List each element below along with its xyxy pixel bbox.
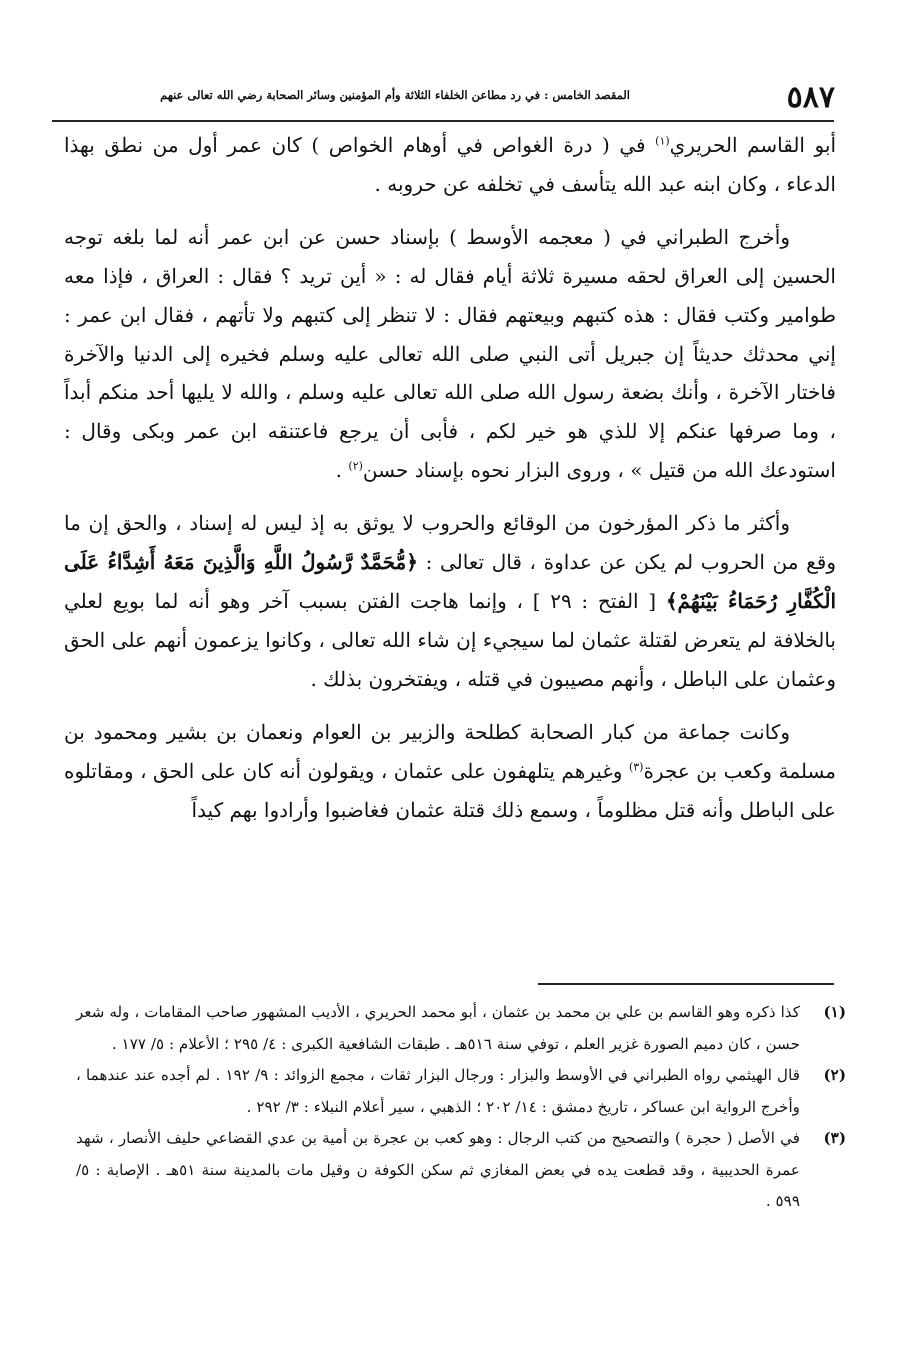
p2-text-a: وأخرج الطبراني في ( معجمه الأوسط ) بإسناد حسن عن ابن عمر أنه لما بلغه توجه الحسين إلى العراق لحقه مسيرة ثلاثة أيام فقال له : « أين تريد ؟ فقال : العراق ، فإذا معه طوامير وكتب فقال : هذه كتبهم وبيعتهم فقال : لا تنظر إلى كتبهم ولا تأتهم ، فقال ابن عمر : إني محدثك حديثاً إن جبريل أتى النبي صلى الله تعالى عليه وسلم فخيره إلى الدنيا والآخرة فاختار الآخرة ، وأنك بضعة رسول الله صلى الله تعالى عليه وسلم ، والله لا يليها أحد منكم أبداً ، وما صرفها عنكم إلا للذي هو خير لكم ، فأبى أن يرجع فاعتنقه ابن عمر وبكى وقال : استودعك الله من قتيل » ، وروى البزار نحوه بإسناد حسن xyxy=(64,224,836,483)
page-number: ٥٨٧ xyxy=(786,80,835,115)
paragraph-2 xyxy=(64,218,836,490)
footnote-1 xyxy=(76,997,846,1060)
p1-text-a: أبو القاسم الحريري xyxy=(669,133,837,157)
footnote-number: (٢) xyxy=(823,1066,846,1084)
footnote-rule xyxy=(538,983,834,985)
footnote-ref-3: (٣) xyxy=(628,759,644,773)
paragraph-1 xyxy=(64,126,836,204)
running-title: المقصد الخامس : في رد مطاعن الخلفاء الثلاثة وأم المؤمنين وسائر الصحابة رضي الله تعالى عنهم xyxy=(160,88,630,102)
quran-verse: مُّحَمَّدٌ رَّسُولُ اللَّهِ وَالَّذِينَ مَعَهُ أَشِدَّاءُ عَلَى الْكُفَّارِ رُحَمَاءُ بَيْنَهُمْ xyxy=(64,550,836,613)
main-text xyxy=(64,126,836,843)
p4-text-a: وكانت جماعة من كبار الصحابة كطلحة والزبير بن العوام ونعمان بن بشير ومحمود بن مسلمة وكعب بن عجرة xyxy=(64,719,836,783)
footnote-text: قال الهيثمي رواه الطبراني في الأوسط والبزار : ورجال البزار ثقات ، مجمع الزوائد : ٩/ ١٩٢ . لم أجده عند عندهما ، وأخرج الرواية ابن عساكر ، تاريخ دمشق : ١٤/ ٢٠٢ ؛ الذهبي ، سير أعلام النبلاء : ٣/ ٢٩٢ . xyxy=(76,1066,800,1116)
paragraph-3 xyxy=(64,504,836,699)
header-rule xyxy=(52,120,834,122)
footnote-ref-2: (٢) xyxy=(348,459,363,473)
footnote-2 xyxy=(76,1060,846,1123)
p2-text-b: . xyxy=(335,458,349,483)
p3-text-b: [ الفتح : ٢٩ ] ، وإنما هاجت الفتن بسبب آخر وهو أنه لما بويع لعلي بالخلافة لم يتعرض لقتلة عثمان لما سيجيء إن شاء الله تعالى ، وكانوا يزعمون أنهم على الحق وعثمان على الباطل ، وأنهم مصيبون في قتله ، ويفتخرون بذلك . xyxy=(64,588,836,691)
p3-text-a: وأكثر ما ذكر المؤرخون من الوقائع والحروب لا يوثق به إذ ليس له إسناد ، والحق إن ما وقع من الحروب لم يكن عن عداوة ، قال تعالى : xyxy=(64,511,836,575)
footnote-text: في الأصل ( حجرة ) والتصحيح من كتب الرجال : وهو كعب بن عجرة بن أمية بن عدي القضاعي حليف الأنصار ، شهد عمرة الحديبية ، وقد قطعت يده في بعض المغازي ثم سكن الكوفة ن وقيل مات بالمدينة سنة ٥١هـ . الإصابة : ٥/ ٥٩٩ . xyxy=(76,1129,800,1210)
p4-text-b: وغيرهم يتلهفون على عثمان ، ويقولون أنه كان على الحق ، ومقاتلوه على الباطل وأنه قتل مظلوماً ، وسمع ذلك قتلة عثمان فغاضبوا وأرادوا بهم كيداً xyxy=(64,758,836,822)
p1-text-b: في ( درة الغواص في أوهام الخواص ) كان عمر أول من نطق بهذا الدعاء ، وكان ابنه عبد الله يتأسف في تخلفه عن حروبه . xyxy=(64,133,836,196)
quran-brace-open: ﴿ xyxy=(406,550,418,575)
quran-brace-close: ﴾ xyxy=(665,588,678,613)
footnote-3 xyxy=(76,1123,846,1218)
footnote-number: (١) xyxy=(823,1003,846,1021)
footnote-ref-1: (١) xyxy=(655,134,670,148)
footnotes xyxy=(76,997,846,1218)
paragraph-4 xyxy=(64,713,836,830)
footnote-number: (٣) xyxy=(823,1129,846,1147)
footnote-text: كذا ذكره وهو القاسم بن علي بن محمد بن عثمان ، أبو محمد الحريري ، الأديب المشهور صاحب المقامات ، وله شعر حسن ، كان دميم الصورة غزير العلم ، توفي سنة ٥١٦هـ . طبقات الشافعية الكبرى : ٤/ ٢٩٥ ؛ الأعلام : ٥/ ١٧٧ . xyxy=(76,1003,800,1053)
